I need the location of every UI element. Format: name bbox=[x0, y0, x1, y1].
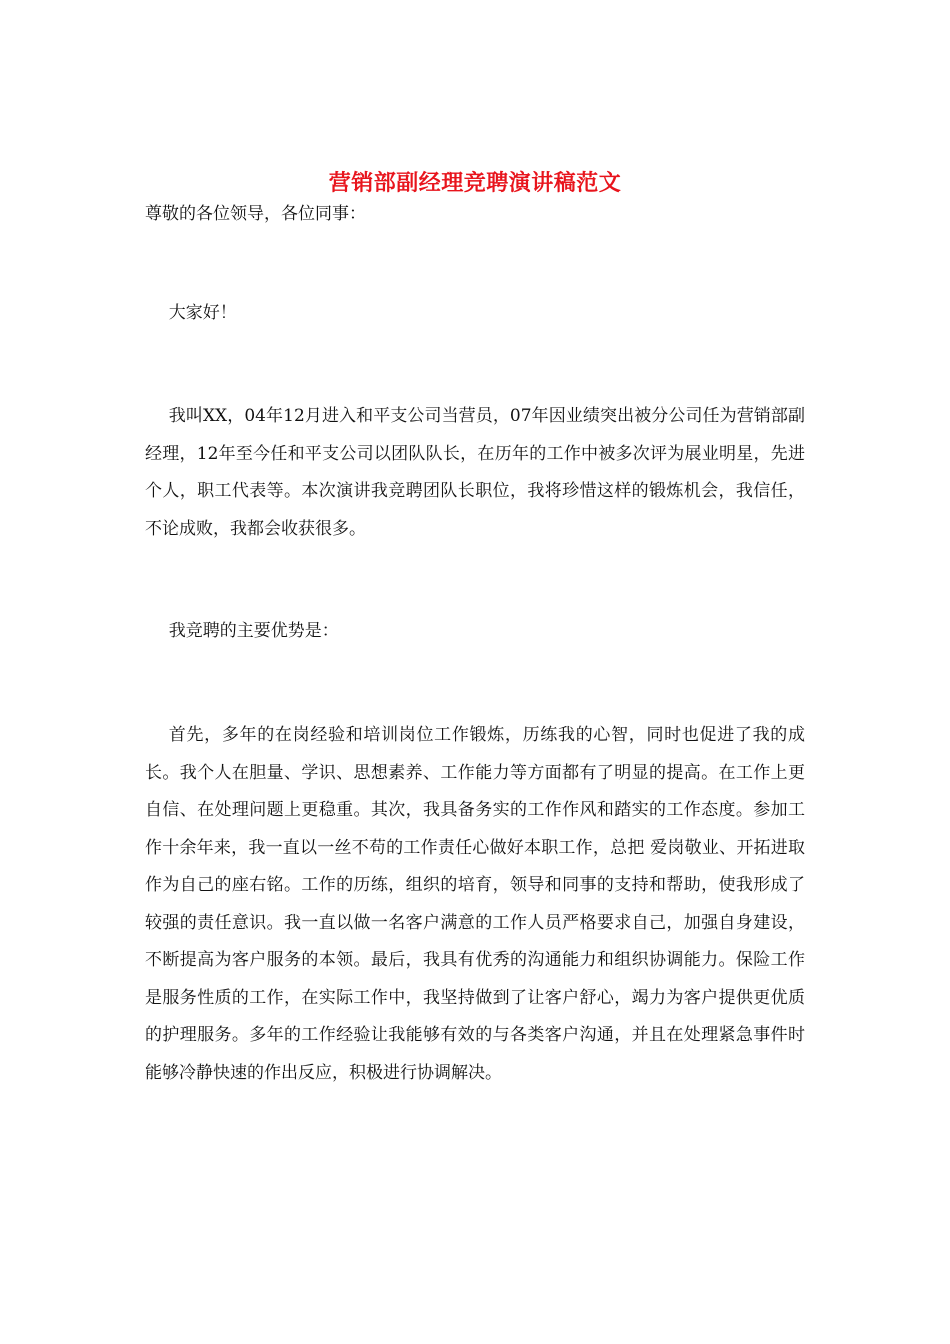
salutation-text: 尊敬的各位领导，各位同事： bbox=[145, 204, 366, 224]
page-title: 营销部副经理竞聘演讲稿范文 bbox=[328, 169, 622, 196]
intro-paragraph: 我叫XX，04年12月进入和平支公司当营员，07年因业绩突出被分公司任为营销部副经理，12年至今任和平支公司以团队队长，在历年的工作中被多次评为展业明星，先进个人，职工代表等。本次演讲我竞聘团队长职位，我将珍惜这样的锻炼机会，我信任，不论成败，我都会收获很多。 bbox=[145, 406, 805, 539]
advantages-heading: 我竞聘的主要优势是： bbox=[168, 621, 339, 641]
advantages-paragraph: 首先，多年的在岗经验和培训岗位工作锻炼，历练我的心智，同时也促进了我的成长。我个人在胆量、学识、思想素养、工作能力等方面都有了明显的提高。在工作上更自信、在处理问题上更稳重。其次，我具备务实的工作作风和踏实的工作态度。参加工作十余年来，我一直以一丝不苟的工作责任心做好本职工作，总把 爱岗敬业、开拓进取 作为自己的座右铭。工作的历练，组织的培育，领导和同事的支持和帮助，使我形成了较强的责任意识。我一直以做一名客户满意的工作人员严格要求自己，加强自身建设，不断提高为客户服务的本领。最后，我具有优秀的沟通能力和组织协调能力。保险工作是服务性质的工作，在实际工作中，我坚持做到了让客户舒心，竭力为客户提供更优质的护理服务。多年的工作经验让我能够有效的与各类客户沟通，并且在处理紧急事件时能够冷静快速的作出反应，积极进行协调解决。 bbox=[145, 725, 805, 1083]
greeting-text: 大家好！ bbox=[168, 303, 237, 323]
